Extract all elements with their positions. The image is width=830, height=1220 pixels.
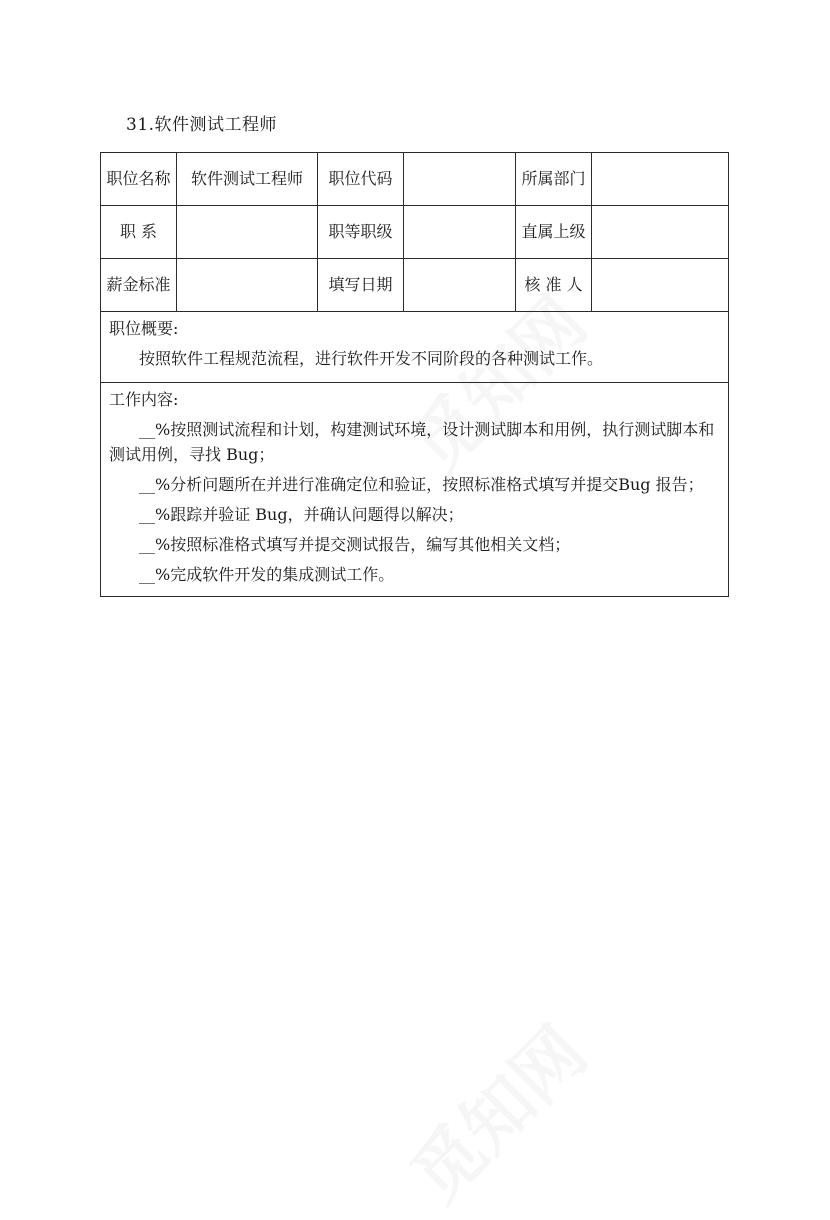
value-job-family bbox=[177, 206, 318, 259]
value-job-grade bbox=[404, 206, 516, 259]
label-job-grade: 职等职级 bbox=[318, 206, 404, 259]
value-position-name: 软件测试工程师 bbox=[177, 153, 318, 206]
page-title: 31.软件测试工程师 bbox=[126, 115, 278, 135]
label-position-name: 职位名称 bbox=[101, 153, 177, 206]
value-fill-date bbox=[404, 259, 516, 312]
summary-text: 按照软件工程规范流程，进行软件开发不同阶段的各种测试工作。 bbox=[139, 349, 604, 368]
table-row-position bbox=[101, 153, 729, 206]
label-fill-date: 填写日期 bbox=[318, 259, 404, 312]
table-row-salary bbox=[101, 259, 729, 312]
label-salary-standard: 薪金标准 bbox=[101, 259, 177, 312]
duties-heading: 工作内容: bbox=[109, 390, 179, 409]
duty-item: __%按照测试流程和计划，构建测试环境，设计测试脚本和用例，执行测试脚本和测试用例，寻找 Bug； bbox=[109, 420, 715, 464]
summary-section bbox=[101, 312, 729, 383]
label-position-code: 职位代码 bbox=[318, 153, 404, 206]
table-row-summary bbox=[101, 312, 729, 383]
table-row-grade bbox=[101, 206, 729, 259]
value-position-code bbox=[404, 153, 516, 206]
duty-item: __%分析问题所在并进行准确定位和验证，按照标准格式填写并提交Bug 报告； bbox=[139, 475, 704, 494]
label-department: 所属部门 bbox=[516, 153, 592, 206]
value-direct-supervisor bbox=[592, 206, 729, 259]
duty-item: __%按照标准格式填写并提交测试报告，编写其他相关文档； bbox=[139, 535, 571, 554]
duty-item: __%跟踪并验证 Bug，并确认问题得以解决； bbox=[139, 505, 464, 524]
label-job-family: 职 系 bbox=[101, 206, 177, 259]
label-direct-supervisor: 直属上级 bbox=[516, 206, 592, 259]
value-department bbox=[592, 153, 729, 206]
value-salary-standard bbox=[177, 259, 318, 312]
summary-heading: 职位概要: bbox=[109, 319, 179, 338]
watermark-bottom bbox=[385, 1001, 605, 1220]
value-approver bbox=[592, 259, 729, 312]
label-approver: 核 准 人 bbox=[516, 259, 592, 312]
table-row-duties bbox=[101, 383, 729, 597]
duty-item: __%完成软件开发的集成测试工作。 bbox=[139, 565, 395, 584]
duties-section bbox=[101, 383, 729, 597]
job-description-table bbox=[100, 152, 729, 597]
